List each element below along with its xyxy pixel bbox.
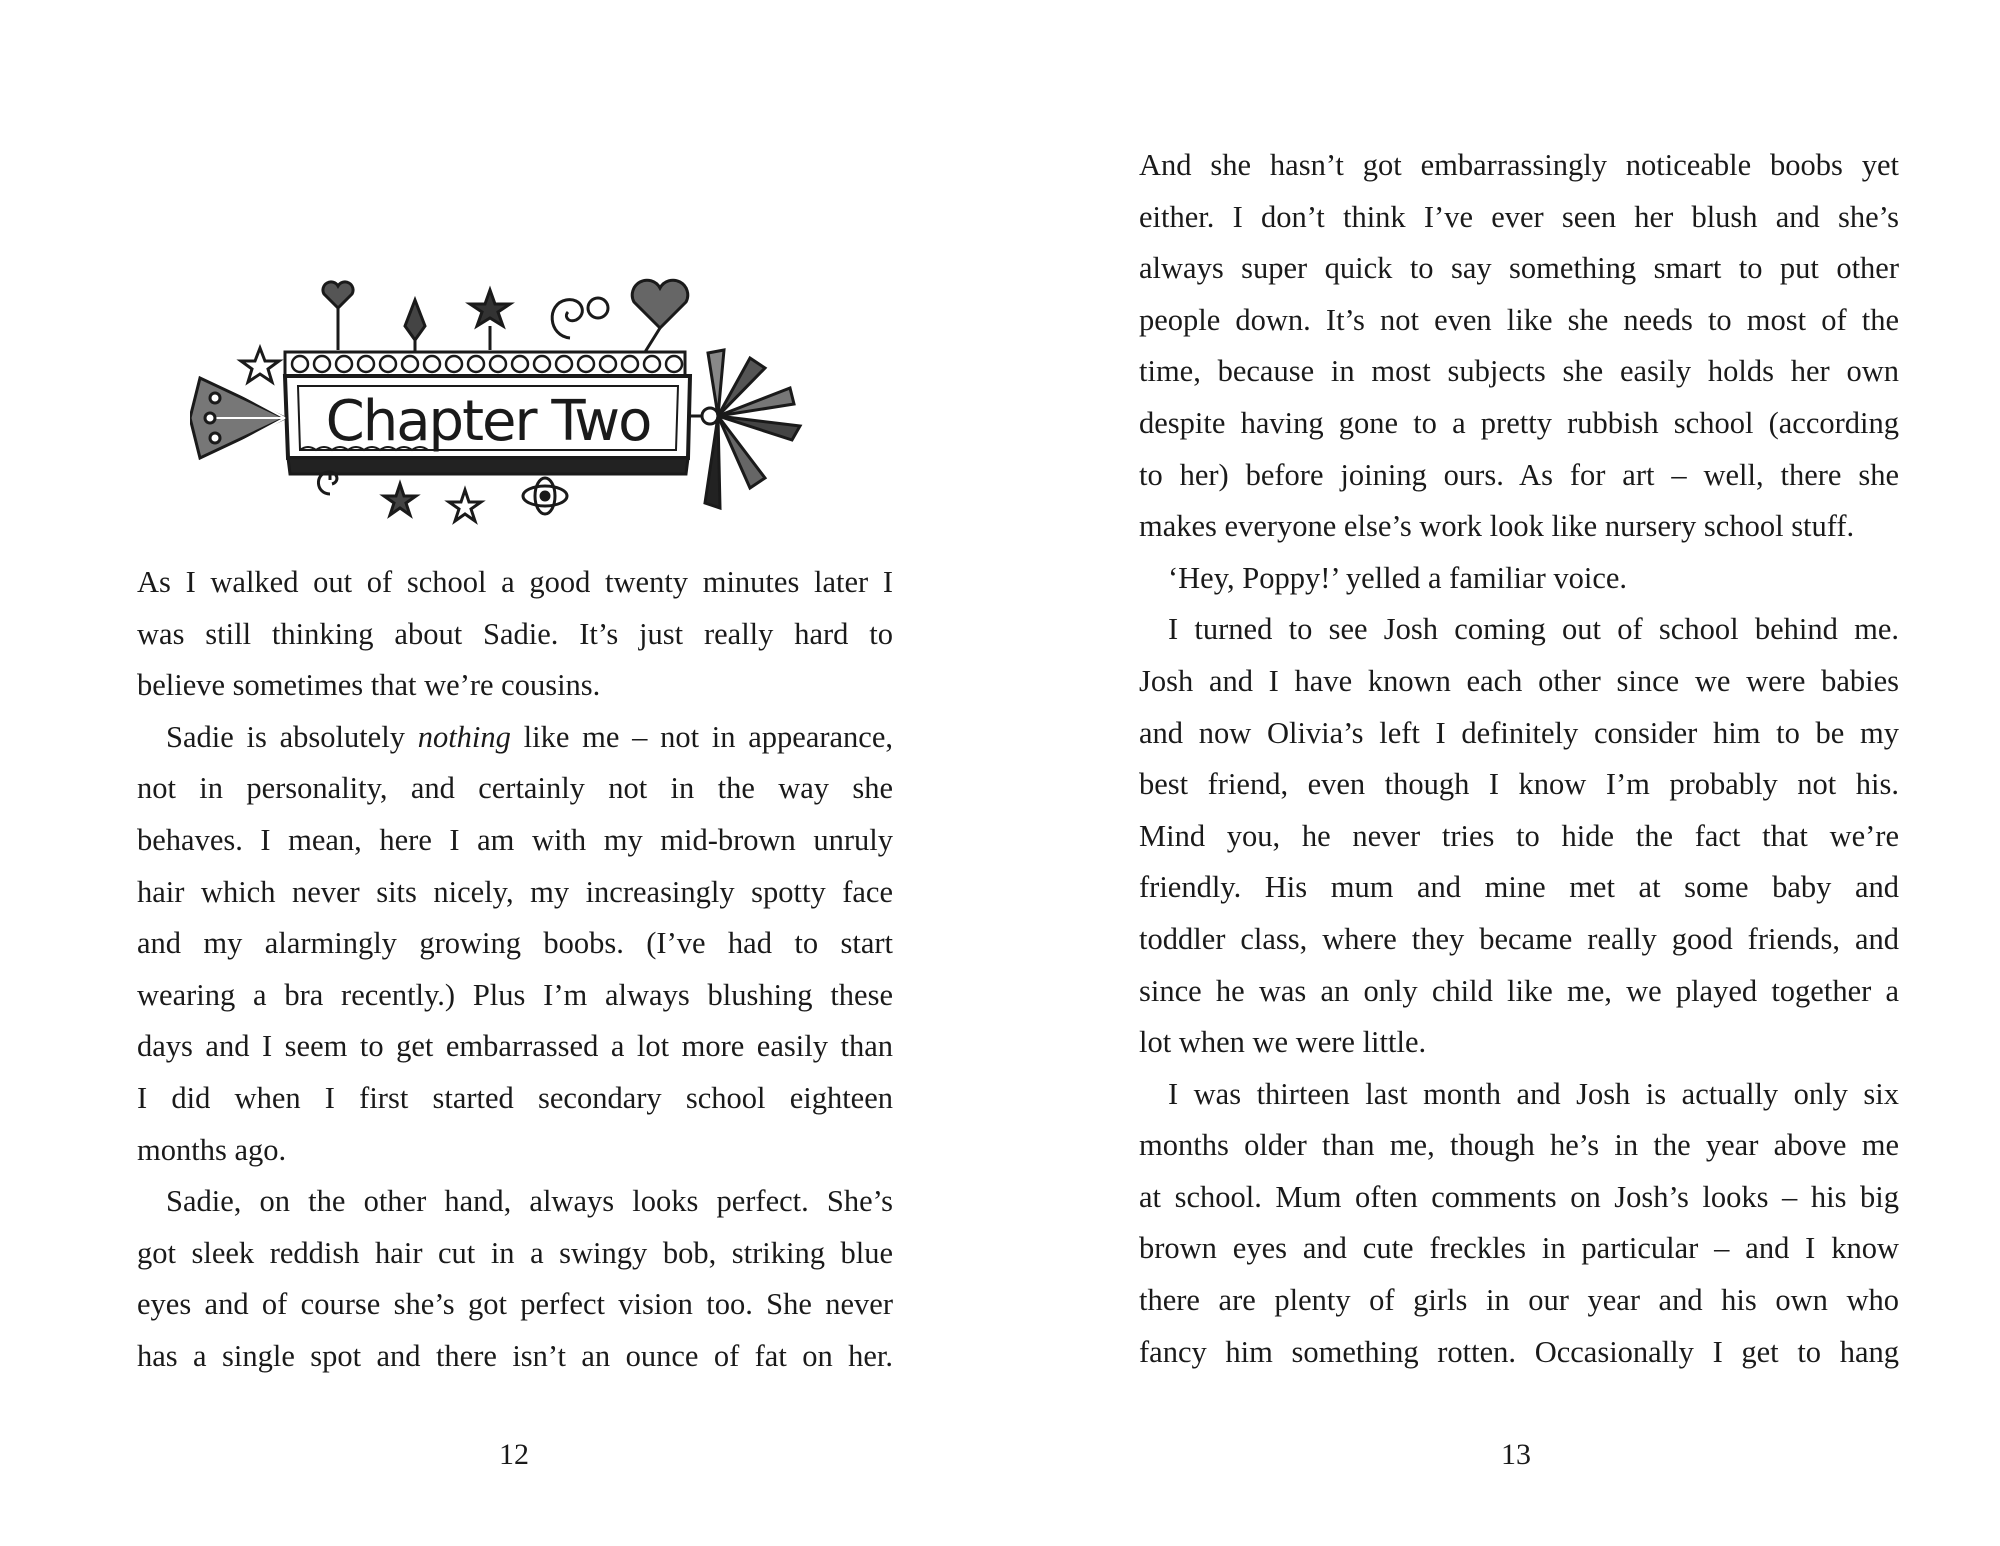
paragraph [1139, 553, 1899, 605]
text-line: lot when we were little. [1139, 1025, 1427, 1060]
text-line: and my alarmingly growing boobs. (I’ve had to start [137, 926, 893, 961]
text-line: not in personality, and certainly not in the way she [137, 771, 893, 806]
text-line: I was thirteen last month and Josh is actually only six [1168, 1076, 1899, 1111]
small-heart-icon [323, 282, 353, 308]
paragraph [137, 1176, 893, 1382]
text-line: toddler class, where they became really good friends, and [1139, 921, 1899, 956]
text-line: despite having gone to a pretty rubbish school (according [1139, 405, 1899, 440]
text-line: And she hasn’t got embarrassingly noticeable boobs yet [1139, 148, 1899, 182]
text-line: Josh and I have known each other since we were babies [1139, 663, 1899, 698]
text-line: I turned to see Josh coming out of school behind me. [1168, 612, 1899, 647]
right-page-text [1139, 140, 1899, 1378]
text-line: since he was an only child like me, we played together a [1139, 973, 1899, 1008]
text-line: wearing a bra recently.) Plus I’m always blushing these [137, 977, 893, 1012]
text-line: eyes and of course she’s got perfect vision too. She never [137, 1287, 893, 1322]
paragraph [1139, 140, 1899, 553]
text-line: always super quick to say something smart to put other [1139, 251, 1899, 286]
emphasis: nothing [417, 719, 511, 754]
text-line: brown eyes and cute freckles in particular – and I know [1139, 1231, 1899, 1266]
text-line: days and I seem to get embarrassed a lot more easily than [137, 1029, 893, 1064]
text-line: months ago. [137, 1132, 287, 1167]
text-line: I did when I first started secondary school eighteen [137, 1080, 893, 1115]
text-line: and now Olivia’s left I definitely consider him to be my [1139, 715, 1899, 750]
text-line: months older than me, though he’s in the year above me [1139, 1128, 1899, 1163]
swirl-icon [552, 300, 582, 338]
text-line: Mind you, he never tries to hide the fact that we’re [1139, 818, 1899, 853]
text-line: to her) before joining ours. As for art – well, there she [1139, 457, 1899, 492]
text-line: Sadie, on the other hand, always looks perfect. She’s [166, 1184, 893, 1219]
text-line: time, because in most subjects she easily holds her own [1139, 354, 1899, 389]
star-icon [470, 290, 510, 326]
text-line: makes everyone else’s work look like nursery school stuff. [1139, 509, 1855, 544]
text-line: As I walked out of school a good twenty minutes later I [137, 565, 893, 599]
text-line: got sleek reddish hair cut in a swingy bob, striking blue [137, 1235, 893, 1270]
paragraph [137, 557, 893, 712]
page-number: 13 [1501, 1438, 1531, 1471]
leaf-icon [405, 300, 425, 340]
bottom-star-icon [384, 484, 416, 515]
bottom-outline-star-icon [449, 490, 481, 521]
text-line: was still thinking about Sadie. It’s just really hard to [137, 616, 893, 651]
text-line: fancy him something rotten. Occasionally I get to hang [1139, 1334, 1899, 1369]
text-line: best friend, even though I know I’m probably not his. [1139, 767, 1899, 802]
outline-star-icon [241, 348, 279, 382]
text-segment: like me – not in appearance, [510, 719, 893, 754]
text-line: has a single spot and there isn’t an ounce of fat on her. [137, 1338, 893, 1373]
text-line: hair which never sits nicely, my increasingly spotty face [137, 874, 893, 909]
text-segment: Sadie is absolutely [166, 719, 418, 754]
text-line: ‘Hey, Poppy!’ yelled a familiar voice. [1168, 560, 1628, 595]
text-line: friendly. His mum and mine met at some baby and [1139, 870, 1899, 905]
left-page-text [137, 557, 893, 1383]
text-line [137, 712, 893, 764]
text-line: behaves. I mean, here I am with my mid-brown unruly [137, 822, 893, 857]
text-line: either. I don’t think I’ve ever seen her blush and she’s [1139, 199, 1899, 234]
text-line: people down. It’s not even like she needs to most of the [1139, 302, 1899, 337]
heart-icon [632, 280, 688, 328]
paragraph [137, 712, 893, 1176]
page-number: 12 [499, 1438, 529, 1471]
text-line: at school. Mum often comments on Josh’s looks – his big [1139, 1179, 1899, 1214]
paragraph [1139, 1069, 1899, 1379]
chapter-heading-ornament [190, 268, 860, 528]
chapter-title: Chapter Two [325, 389, 651, 454]
text-line: there are plenty of girls in our year and his own who [1139, 1283, 1899, 1318]
paragraph [1139, 604, 1899, 1068]
right-page [1000, 0, 2000, 1546]
text-line: believe sometimes that we’re cousins. [137, 668, 601, 703]
